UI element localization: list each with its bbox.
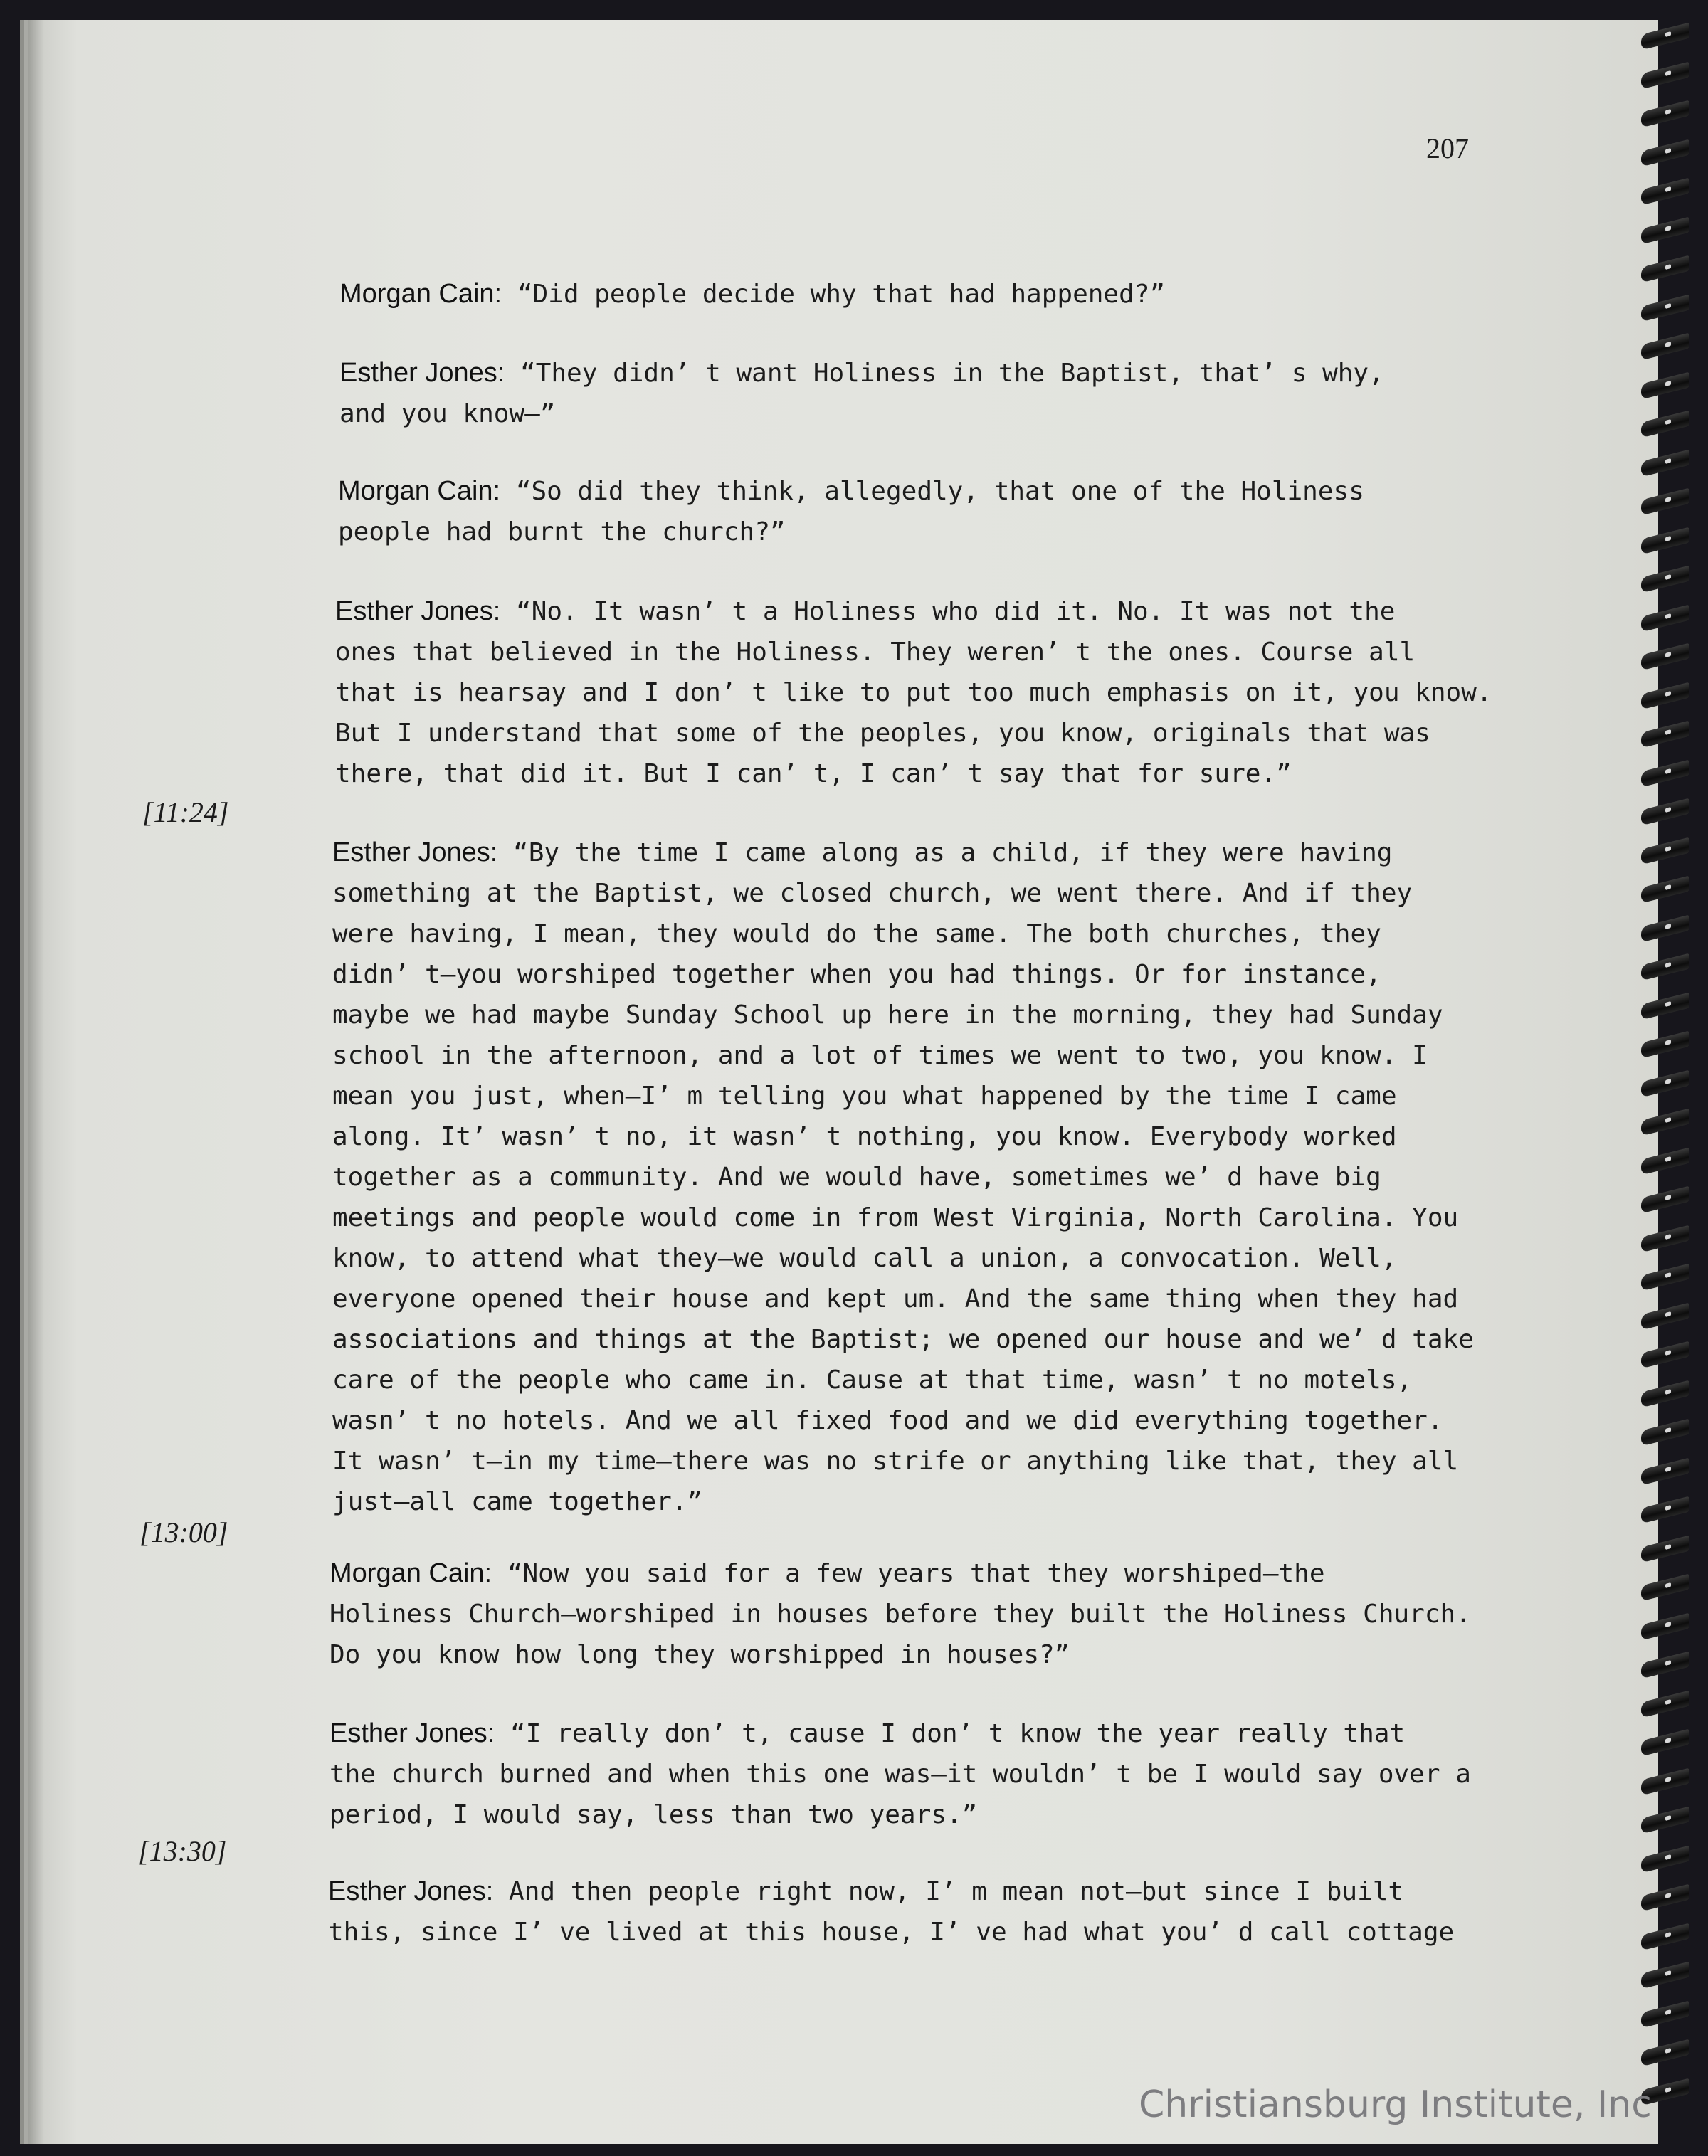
binding-coil: [1641, 1535, 1689, 1563]
binding-coil: [1641, 1186, 1689, 1214]
turn-text: wasn’ t no hotels. And we all fixed food and we did everything together.: [332, 1406, 1443, 1435]
turn-text: together as a community. And we would have, sometimes we’ d have big: [332, 1163, 1381, 1192]
turn-text: care of the people who came in. Cause at that time, wasn’ t no motels,: [332, 1365, 1413, 1395]
speaker-label: Esther Jones:: [330, 1718, 495, 1748]
turn-text: “I really don’ t, cause I don’ t know the year really that: [510, 1719, 1406, 1748]
binding-coil: [1641, 488, 1689, 516]
speaker-label: Esther Jones:: [335, 596, 501, 626]
binding-coil: [1641, 1069, 1689, 1097]
turn-text: were having, I mean, they would do the same. The both churches, they: [332, 919, 1381, 948]
binding-coil: [1641, 682, 1689, 709]
turn-text: Holiness Church—worshiped in houses before they built the Holiness Church.: [330, 1600, 1471, 1629]
turn-text: along. It’ wasn’ t no, it wasn’ t nothing, you know. Everybody worked: [332, 1122, 1397, 1151]
binding-coil: [1641, 759, 1689, 787]
turn-text: “They didn’ t want Holiness in the Baptist, that’ s why,: [520, 359, 1384, 388]
binding-coil: [1641, 333, 1689, 361]
binding-coil: [1641, 178, 1689, 206]
turn-text: something at the Baptist, we closed church, we went there. And if they: [332, 879, 1413, 908]
page-number: 207: [1426, 132, 1469, 164]
binding-coil: [1641, 1962, 1689, 1989]
binding-coil: [1641, 604, 1689, 632]
binding-coil: [1641, 1031, 1689, 1059]
speaker-label: Esther Jones:: [328, 1876, 494, 1906]
binding-coil: [1641, 1341, 1689, 1369]
binding-coil: [1641, 1729, 1689, 1757]
turn-text: “No. It wasn’ t a Holiness who did it. No. It was not the: [516, 597, 1396, 626]
timestamp: [13:00]: [139, 1516, 228, 1548]
turn-text: meetings and people would come in from West Virginia, North Carolina. You: [332, 1203, 1459, 1232]
turn-text: It wasn’ t—in my time—there was no strife or anything like that, they all: [332, 1447, 1459, 1476]
binding-coil: [1641, 1652, 1689, 1679]
binding-coil: [1641, 411, 1689, 438]
transcript-turn: [335, 591, 1492, 794]
binding-coil: [1641, 721, 1689, 749]
timestamp: [13:30]: [138, 1835, 227, 1867]
binding-coil: [1641, 1302, 1689, 1330]
turn-text: everyone opened their house and kept um. And the same thing when they had: [332, 1284, 1459, 1314]
speaker-label: Esther Jones:: [339, 358, 505, 388]
binding-coil: [1641, 1923, 1689, 1950]
binding-coil: [1641, 2000, 1689, 2028]
binding-coil: [1641, 1264, 1689, 1291]
binding-coil: [1641, 294, 1689, 322]
turn-text: period, I would say, less than two years.”: [330, 1800, 978, 1829]
timestamp: [11:24]: [142, 796, 229, 828]
binding-coil: [1641, 1225, 1689, 1252]
turn-text: school in the afternoon, and a lot of times we went to two, you know. I: [332, 1041, 1428, 1070]
turn-text: people had burnt the church?”: [338, 517, 786, 546]
speaker-label: Esther Jones:: [332, 837, 498, 867]
turn-text: that is hearsay and I don’ t like to put too much emphasis on it, you know.: [335, 678, 1492, 707]
binding-coil: [1641, 1380, 1689, 1407]
page-stack-edge: [28, 20, 44, 2144]
turn-text: maybe we had maybe Sunday School up here in the morning, they had Sunday: [332, 1000, 1443, 1030]
turn-text: “By the time I came along as a child, if they were having: [513, 838, 1393, 867]
transcript-turn: [332, 833, 1474, 1522]
turn-text: didn’ t—you worshiped together when you had things. Or for instance,: [332, 960, 1381, 989]
binding-coil: [1641, 914, 1689, 942]
binding-coil: [1641, 449, 1689, 477]
turn-text: “Did people decide why that had happened?”: [517, 280, 1166, 309]
watermark: Christiansburg Institute, Inc: [1139, 2083, 1652, 2126]
turn-text: associations and things at the Baptist; we opened our house and we’ d take: [332, 1325, 1474, 1354]
turn-text: the church burned and when this one was—it wouldn’ t be I would say over a: [330, 1760, 1471, 1789]
binding-coil: [1641, 566, 1689, 593]
turn-text: Do you know how long they worshipped in houses?”: [330, 1640, 1070, 1669]
binding-coil: [1641, 876, 1689, 904]
turn-text: just—all came together.”: [332, 1487, 703, 1516]
binding-coil: [1641, 1767, 1689, 1795]
speaker-label: Morgan Cain:: [339, 279, 502, 309]
turn-text: and you know—”: [339, 399, 556, 428]
binding-coil: [1641, 61, 1689, 89]
binding-coil: [1641, 1419, 1689, 1447]
binding-coil: [1641, 100, 1689, 128]
binding-coil: [1641, 255, 1689, 283]
binding-coil: [1641, 1884, 1689, 1912]
binding-coil: [1641, 1457, 1689, 1485]
binding-coil: [1641, 1109, 1689, 1136]
speaker-label: Morgan Cain:: [330, 1558, 492, 1588]
binding-coil: [1641, 1690, 1689, 1718]
turn-text: “Now you said for a few years that they worshiped—the: [507, 1559, 1325, 1588]
binding-coil: [1641, 1147, 1689, 1175]
binding-coil: [1641, 139, 1689, 167]
transcript-turn: [328, 1871, 1454, 1952]
binding-coil: [1641, 1574, 1689, 1602]
binding-coil: [1641, 371, 1689, 399]
turn-text: ones that believed in the Holiness. They weren’ t the ones. Course all: [335, 638, 1416, 667]
binding-coil: [1641, 992, 1689, 1020]
binding-coil: [1641, 216, 1689, 244]
binding-coil: [1641, 527, 1689, 554]
binding-coil: [1641, 2039, 1689, 2067]
turn-text: “So did they think, allegedly, that one of the Holiness: [515, 477, 1364, 506]
binding-coil: [1641, 1807, 1689, 1834]
turn-text: mean you just, when—I’ m telling you what happened by the time I came: [332, 1082, 1397, 1111]
binding-coil: [1641, 1496, 1689, 1524]
binding-coil: [1641, 953, 1689, 981]
transcript-turn: [330, 1713, 1471, 1835]
turn-text: But I understand that some of the peoples, you know, originals that was: [335, 719, 1430, 748]
binding-coil: [1641, 643, 1689, 671]
transcript-turn: [339, 353, 1384, 434]
turn-text: there, that did it. But I can’ t, I can’ t say that for sure.”: [335, 759, 1292, 788]
binding-coil: [1641, 1612, 1689, 1640]
turn-text: And then people right now, I’ m mean not—but since I built: [509, 1877, 1404, 1906]
transcript-turn: [338, 471, 1364, 552]
transcript-turn: [330, 1553, 1471, 1675]
binding-coil: [1641, 1845, 1689, 1873]
turn-text: this, since I’ ve lived at this house, I’ ve had what you’ d call cottage: [328, 1918, 1455, 1947]
transcript-turn: [339, 274, 1165, 315]
spiral-binding: [1637, 21, 1708, 2128]
speaker-label: Morgan Cain:: [338, 476, 501, 506]
binding-coil: [1641, 23, 1689, 51]
binding-coil: [1641, 798, 1689, 826]
turn-text: know, to attend what they—we would call a union, a convocation. Well,: [332, 1244, 1397, 1273]
binding-coil: [1641, 837, 1689, 865]
